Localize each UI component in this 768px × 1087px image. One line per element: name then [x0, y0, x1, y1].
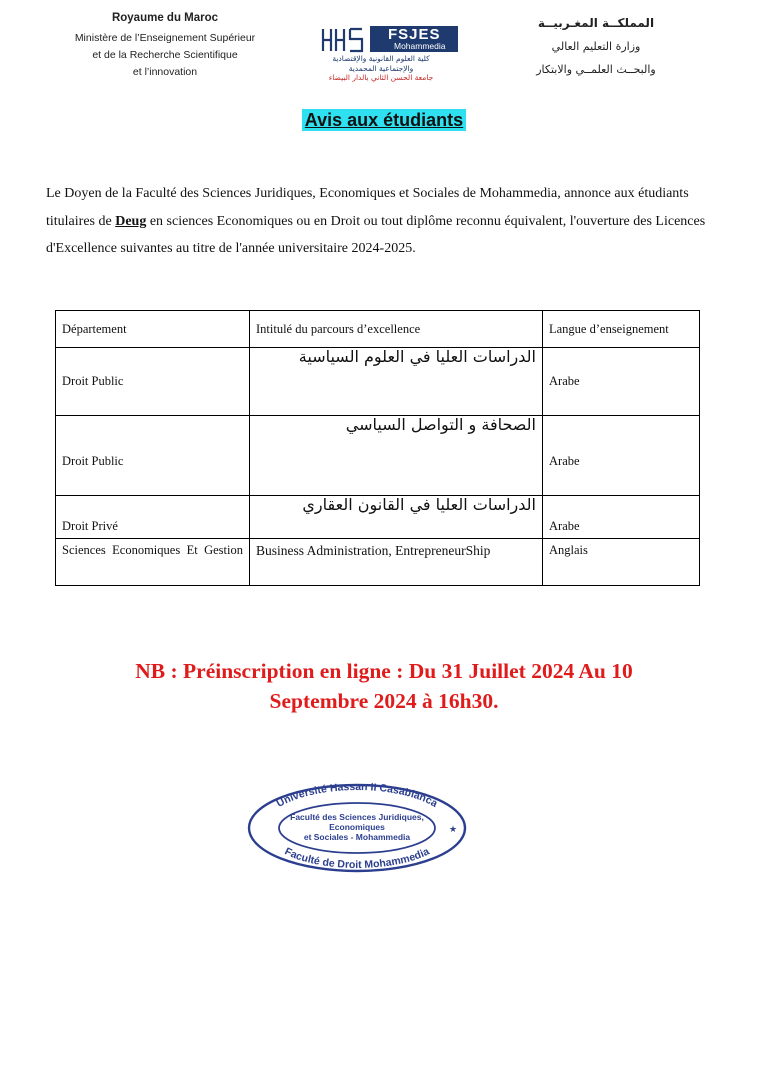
kingdom-name-ar: المملكــة المغـربيــة [537, 16, 655, 30]
stamp-inner-line-1: Faculté des Sciences Juridiques, [290, 812, 424, 822]
faculty-logo [318, 26, 448, 84]
cell-language: Arabe [543, 416, 700, 496]
cell-department: Sciences Economiques Et Gestion [56, 539, 250, 586]
cell-program: الصحافة و التواصل السياسي [250, 416, 543, 496]
cell-program: الدراسات العليا في العلوم السياسية [250, 348, 543, 416]
svg-text:Faculté de Droit Mohammedia [283, 845, 432, 871]
cell-program: الدراسات العليا في القانون العقاري [250, 496, 543, 539]
ministry-line-3: et l’innovation [132, 66, 198, 78]
stamp-inner-line-2: Economiques [329, 822, 385, 832]
ministry-line-2: et de la Recherche Scientifique [92, 49, 238, 61]
notice-title [0, 110, 768, 131]
ministry-ar-line-1: وزارة التعليم العالي [551, 40, 641, 53]
cell-language: Arabe [543, 348, 700, 416]
registration-notice-line-2: Septembre 2024 à 16h30. [269, 689, 499, 713]
cell-department: Droit Public [56, 416, 250, 496]
table-row [56, 348, 700, 416]
svg-text:Université Hassan II Casablanc [275, 782, 440, 810]
header-ministry-ar [516, 12, 676, 81]
kingdom-name-fr: Royaume du Maroc [111, 12, 219, 24]
faculty-name-ar [318, 54, 444, 83]
stamp-outer-bottom: Faculté de Droit Mohammedia [282, 845, 432, 872]
table-header-row [56, 311, 700, 348]
faculty-logo-icon [320, 26, 366, 54]
registration-notice [0, 656, 768, 716]
column-header-language: Langue d’enseignement [543, 311, 700, 348]
registration-notice-line-1: NB : Préinscription en ligne : Du 31 Juillet 2024 Au 10 [135, 659, 633, 683]
cell-language: Anglais [543, 539, 700, 586]
notice-title-text: Avis aux étudiants [302, 109, 466, 131]
faculty-name-ar-line-2: والإجتماعية المحمدية [348, 63, 414, 73]
cell-language: Arabe [543, 496, 700, 539]
university-name-ar: جامعة الحسن الثاني بالدار البيضاء [328, 73, 434, 82]
table-row [56, 416, 700, 496]
faculty-acronym: FSJES [388, 26, 441, 43]
cell-department: Droit Public [56, 348, 250, 416]
intro-part-1: Le Doyen de la Faculté des Sciences Juridiques, Economiques et Sociales de Mohammedia, annonce aux étudiants titulaires de [46, 186, 689, 229]
table-row [56, 539, 700, 586]
table-row [56, 496, 700, 539]
intro-part-2: en sciences Economiques ou en Droit ou tout diplôme reconnu équivalent, l'ouverture des Licences d'Excellence suivantes au titre de l'année universitaire 2024-2025. [46, 213, 706, 256]
ministry-ar-line-2: والبحــث العلمــي والابتكار [536, 63, 656, 76]
cell-program: Business Administration, EntrepreneurShip [250, 539, 543, 586]
stamp-inner-line-3: et Sociales - Mohammedia [303, 832, 411, 842]
star-icon: ★ [448, 825, 458, 835]
faculty-city: Mohammedia [394, 41, 446, 51]
stamp-outer-top: Université Hassan II Casablanca [274, 782, 440, 810]
programs-table [55, 310, 700, 586]
column-header-program: Intitulé du parcours d’excellence [250, 311, 543, 348]
cell-department: Droit Privé [56, 496, 250, 539]
intro-deug: Deug [115, 213, 147, 229]
ministry-line-1: Ministère de l’Enseignement Supérieur [74, 32, 256, 44]
header-ministry-fr [60, 10, 270, 81]
faculty-name-ar-line-1: كلية العلوم القانونية والإقتصادية [332, 54, 430, 63]
column-header-department: Département [56, 311, 250, 348]
faculty-stamp [246, 782, 468, 874]
intro-paragraph [46, 180, 706, 263]
faculty-logo-box [370, 26, 458, 52]
